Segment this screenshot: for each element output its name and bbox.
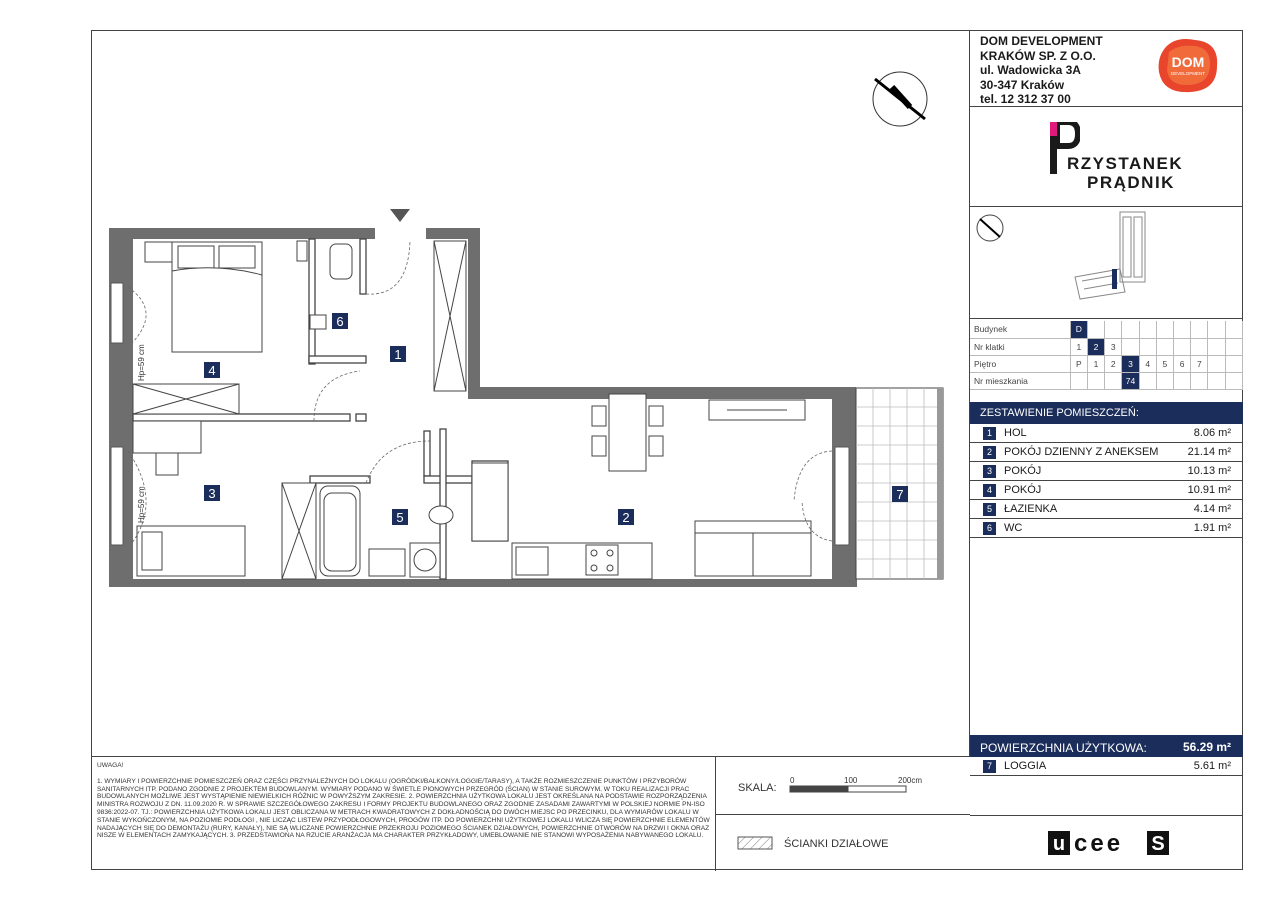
apartment-info-table bbox=[970, 321, 1243, 390]
info-cell bbox=[1225, 338, 1242, 355]
svg-text:DEVELOPMENT: DEVELOPMENT bbox=[1170, 71, 1206, 76]
info-cell bbox=[1156, 372, 1173, 389]
info-cell: 3 bbox=[1122, 355, 1139, 372]
room-label-4: 4 bbox=[208, 363, 216, 378]
room-row-num: 4 bbox=[983, 484, 996, 497]
info-cell: P bbox=[1070, 355, 1087, 372]
brand-name-line1: RZYSTANEK bbox=[1067, 154, 1184, 173]
sideboard bbox=[709, 400, 805, 420]
svg-text:S: S bbox=[1151, 833, 1165, 855]
notes-text: 1. WYMIARY I POWIERZCHNIE POMIESZCZEŃ ORAZ CZĘŚCI PRZYNALEŻNYCH DO LOKALU (OGRÓDKI/BALKONY/LOGGIE/TARASY), A TAKŻE ROZMIESZCZENIE PUNKTÓW I PRZYBORÓW SANITARNYCH ITP. PODANO ZGODNIE Z PROJEKTEM BUDOWLANYM. WYMIARY PODANO W ŚWIETLE PIONOWYCH PRZEGRÓD (ŚCIAN) W STANIE SUROWYM. W TOKU REALIZACJI PRAC BUDOWLANYCH MOŻLIWE JEST WYSTĄPIENIE NIEWIELKICH RÓŻNIC W POWYŻSZYM ZAKRESIE. 2. POWIERZCHNIA UŻYTKOWA LOKALU JEST OKREŚLANA NA PODSTAWIE ROZPORZĄDZENIA MINISTRA ROZWOJU Z DN. 11.09.2020 R. W SPRAWIE SZCZEGÓŁOWEGO ZAKRESU I FORMY PROJEKTU BUDOWLANEGO ORAZ ZGODNIE ZASADAMI ZAWARTYMI W POLSKIEJ NORMIE PN-ISO 9836:2022-07. TJ.: POWIERZCHNIA UŻYTKOWA LOKALU JEST OBLICZANA W METRACH KWADRATOWYCH Z DOKŁADNOŚCIĄ DO DWÓCH MIEJSC PO PRZECINKU, DLA WYMIARÓW LOKALU W STANIE WYKOŃCZONYM, NA POZIOMIE PODŁOGI , NIE LICZĄC LISTEW PRZYPODŁOGOWYCH, PROGÓW ITP. DO POWIERZCHNI UŻYTKOWEJ LOKALU WLICZA SIĘ POWIERZCHNIE ELEMENTÓW NADAJĄCYCH SIĘ DO DEMONTAŻU (RURY, KANAŁY), NIE SĄ WLICZANE POWIERZCHNIE PRZEKROJU POZIOMEGO ŚCIANEK DZIAŁOWYCH, POWIERZCHNIE OTWORÓW NA DRZWI I OKNA ORAZ NISZE W ELEMENTACH ZAMYKAJĄCYCH. 3. PRZEDSTAWIONA NA RZUCIE ARANŻACJA MA CHARAKTER PRZYKŁADOWY, UMEBLOWANIE NIE STANOWI WYPOSAŻENIA NABYWANEGO LOKALU. bbox=[97, 777, 710, 840]
loggia-row bbox=[970, 757, 1243, 776]
company-city: 30-347 Kraków bbox=[980, 77, 1065, 92]
room-label-5: 5 bbox=[396, 510, 404, 525]
total-area-value: 56.29 m² bbox=[1182, 740, 1231, 754]
info-row bbox=[970, 338, 1243, 355]
info-cell bbox=[1139, 372, 1156, 389]
scale-label: SKALA: bbox=[738, 782, 777, 794]
info-cell bbox=[1070, 372, 1087, 389]
svg-text:cee: cee bbox=[1074, 830, 1124, 857]
room-row-area: 5.61 m² bbox=[1193, 760, 1231, 772]
room-row-6 bbox=[970, 519, 1243, 538]
info-cell bbox=[1105, 372, 1122, 389]
entrance-marker-icon bbox=[390, 209, 410, 222]
room-row-num: 5 bbox=[983, 503, 996, 516]
info-cell bbox=[1225, 321, 1242, 338]
info-cell bbox=[1191, 338, 1208, 355]
company-name: DOM DEVELOPMENT bbox=[980, 34, 1103, 48]
svg-text:u: u bbox=[1052, 833, 1066, 855]
bed-room-4 bbox=[145, 242, 262, 352]
info-cell: D bbox=[1070, 321, 1087, 338]
room-row-area: 4.14 m² bbox=[1193, 503, 1231, 515]
info-cell bbox=[1208, 338, 1225, 355]
svg-text:DOM: DOM bbox=[1171, 54, 1205, 70]
brand-block bbox=[970, 107, 1243, 207]
company-street: ul. Wadowicka 3A bbox=[980, 63, 1081, 77]
dining-table bbox=[592, 394, 663, 471]
info-cell bbox=[1174, 321, 1191, 338]
info-cell bbox=[1208, 355, 1225, 372]
company-phone: tel. 12 312 37 00 bbox=[980, 92, 1071, 106]
room-row-5 bbox=[970, 500, 1243, 519]
room-label-3: 3 bbox=[208, 486, 216, 501]
room-row-area: 21.14 m² bbox=[1187, 446, 1231, 458]
legend-drawing bbox=[716, 815, 970, 871]
room-label-1: 1 bbox=[394, 347, 402, 362]
info-cell bbox=[1105, 321, 1122, 338]
room-row-name: WC bbox=[1004, 522, 1023, 534]
info-panel bbox=[970, 31, 1243, 871]
bathroom-fixtures bbox=[282, 483, 453, 579]
info-cell bbox=[1225, 355, 1242, 372]
scale-tick-1: 100 bbox=[844, 776, 858, 785]
info-row bbox=[970, 321, 1243, 338]
room-row-num: 2 bbox=[983, 446, 996, 459]
info-row bbox=[970, 355, 1243, 372]
room-row-name: POKÓJ bbox=[1004, 484, 1042, 496]
company-block bbox=[970, 31, 1243, 107]
room-row-area: 10.91 m² bbox=[1187, 484, 1231, 496]
total-area-label: POWIERZCHNIA UŻYTKOWA: bbox=[980, 741, 1147, 755]
dom-development-logo bbox=[1155, 36, 1221, 96]
sheet-frame bbox=[91, 30, 1243, 870]
info-cell bbox=[1174, 372, 1191, 389]
window-height-label-1: Hp=59 cm bbox=[137, 344, 146, 381]
desk-room-3 bbox=[133, 421, 201, 475]
room-row-4 bbox=[970, 481, 1243, 500]
room-row-num: 1 bbox=[983, 427, 996, 440]
info-cell: 2 bbox=[1105, 355, 1122, 372]
room-row-1 bbox=[970, 424, 1243, 443]
north-arrow-icon bbox=[873, 72, 927, 126]
info-cell: 2 bbox=[1087, 338, 1104, 355]
room-row-area: 8.06 m² bbox=[1193, 427, 1231, 439]
notes-block bbox=[92, 757, 716, 871]
scale-tick-2: 200cm bbox=[898, 776, 923, 785]
floor-plan-drawing bbox=[92, 31, 970, 757]
info-cell bbox=[1087, 372, 1104, 389]
info-cell bbox=[1191, 321, 1208, 338]
room-row-name: POKÓJ bbox=[1004, 465, 1042, 477]
info-cell bbox=[1174, 338, 1191, 355]
floor-plan-area bbox=[92, 31, 970, 757]
brand-name-line2: PRĄDNIK bbox=[1087, 173, 1175, 192]
sofa bbox=[695, 521, 811, 576]
notes-title: UWAGA! bbox=[97, 762, 124, 769]
info-cell: 1 bbox=[1087, 355, 1104, 372]
uceeS-logo bbox=[970, 816, 1243, 872]
info-row-label: Piętro bbox=[970, 355, 1070, 372]
info-cell: 5 bbox=[1156, 355, 1173, 372]
info-cell: 74 bbox=[1122, 372, 1139, 389]
room-row-num: 6 bbox=[983, 522, 996, 535]
room-row-area: 10.13 m² bbox=[1187, 465, 1231, 477]
info-cell bbox=[1122, 338, 1139, 355]
info-cell: 7 bbox=[1191, 355, 1208, 372]
key-plan-compass-icon bbox=[977, 215, 1003, 241]
key-plan-drawing bbox=[970, 207, 1243, 319]
total-area-bar bbox=[970, 735, 1243, 757]
info-cell bbox=[1191, 372, 1208, 389]
room-row-area: 1.91 m² bbox=[1193, 522, 1231, 534]
info-row-label: Nr klatki bbox=[970, 338, 1070, 355]
info-cell bbox=[1156, 321, 1173, 338]
hall-wardrobe bbox=[434, 241, 466, 391]
key-plan-apartment-marker bbox=[1112, 269, 1117, 289]
info-cell: 1 bbox=[1070, 338, 1087, 355]
room-row-name: LOGGIA bbox=[1004, 760, 1047, 772]
company-name-2: KRAKÓW SP. Z O.O. bbox=[980, 48, 1096, 63]
rooms-heading: ZESTAWIENIE POMIESZCZEŃ: bbox=[970, 402, 1243, 424]
legend-label: ŚCIANKI DZIAŁOWE bbox=[784, 838, 889, 850]
info-cell: 3 bbox=[1105, 338, 1122, 355]
room-row-3 bbox=[970, 462, 1243, 481]
info-cell bbox=[1156, 338, 1173, 355]
scale-tick-0: 0 bbox=[790, 776, 795, 785]
info-cell bbox=[1139, 338, 1156, 355]
room-row-name: POKÓJ DZIENNY Z ANEKSEM bbox=[1004, 446, 1159, 458]
info-cell bbox=[1225, 372, 1242, 389]
info-cell bbox=[1139, 321, 1156, 338]
company-address bbox=[980, 34, 1103, 107]
info-cell bbox=[1208, 321, 1225, 338]
room-row-2 bbox=[970, 443, 1243, 462]
wardrobe-room-4 bbox=[133, 384, 239, 414]
info-row-label: Nr mieszkania bbox=[970, 372, 1070, 389]
room-row-name: HOL bbox=[1004, 427, 1027, 439]
info-row-label: Budynek bbox=[970, 321, 1070, 338]
info-cell bbox=[1122, 321, 1139, 338]
room-row-name: ŁAZIENKA bbox=[1004, 503, 1058, 515]
info-cell bbox=[1087, 321, 1104, 338]
key-plan bbox=[970, 207, 1243, 319]
window-height-label-2: Hp=59 cm bbox=[137, 486, 146, 523]
info-cell bbox=[1208, 372, 1225, 389]
room-label-7: 7 bbox=[896, 487, 904, 502]
room-row-num: 3 bbox=[983, 465, 996, 478]
scale-block bbox=[716, 757, 970, 815]
info-row bbox=[970, 372, 1243, 389]
legend-block bbox=[716, 815, 970, 871]
info-cell: 6 bbox=[1174, 355, 1191, 372]
bed-room-3 bbox=[137, 526, 245, 576]
partition-wall-swatch bbox=[738, 837, 772, 849]
info-cell: 4 bbox=[1139, 355, 1156, 372]
uceeS-logo-block bbox=[970, 815, 1243, 871]
room-label-2: 2 bbox=[622, 510, 630, 525]
scale-bar bbox=[716, 757, 970, 815]
loggia bbox=[856, 388, 943, 579]
room-label-6: 6 bbox=[336, 314, 344, 329]
room-row-num: 7 bbox=[983, 760, 996, 773]
